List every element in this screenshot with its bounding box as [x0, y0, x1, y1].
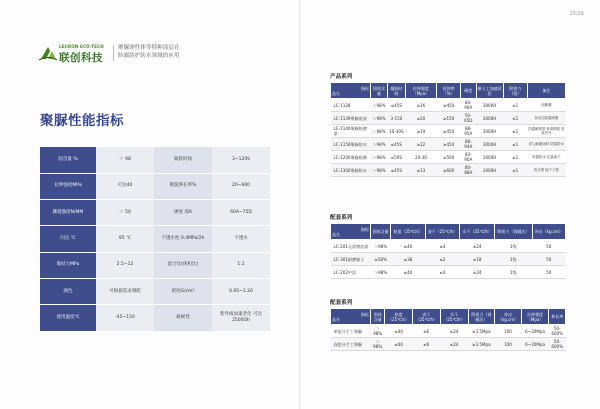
product-name: LC-1200聚脲防腐 — [331, 151, 371, 164]
table-cell: ＞98% — [371, 125, 388, 138]
column-header: 实干（25℃/h） — [440, 309, 468, 325]
performance-value: 不透水 — [212, 226, 270, 252]
performance-row — [40, 226, 270, 252]
table-cell: ≤18 — [460, 253, 495, 266]
product-name: LC-1300聚脲防水 — [331, 164, 371, 177]
table-cell: 1级 — [495, 266, 532, 279]
table-cell: 50 — [532, 253, 565, 266]
table-cell: 50 — [532, 266, 565, 279]
product-name: LC-1140聚脲防腐漆 — [331, 125, 371, 138]
table-cell: ≤40 — [385, 338, 412, 351]
table-cell: 3000H — [476, 112, 503, 125]
logo-icon — [38, 43, 58, 63]
page-spine — [299, 0, 301, 409]
table-cell: 3000H — [476, 99, 503, 112]
table-cell: ≤50S — [388, 151, 406, 164]
performance-key: 硬度 邵A — [154, 200, 212, 226]
table-cell: ≥450 — [437, 125, 461, 138]
table-cell: 6~20Mpa — [521, 338, 549, 351]
table-cell: 83-90A — [461, 151, 476, 164]
performance-key: 凝胶时间 — [154, 147, 212, 173]
performance-row — [40, 147, 270, 173]
product-name: LC-1128 — [331, 99, 371, 112]
table-cell: ≥3.5Mpa — [468, 338, 495, 351]
corner-header — [331, 309, 371, 325]
performance-value: 可达40 — [96, 173, 154, 199]
column-header: 拉伸强度（Mpa） — [405, 83, 437, 99]
column-header: 备注 — [527, 83, 565, 99]
table-cell: 50-65D — [461, 112, 476, 125]
table-cell: ≤40 — [391, 266, 425, 279]
table-cell: ≤1 — [503, 151, 527, 164]
table-cell: 1级 — [495, 240, 532, 253]
table-cell: 88-94A — [461, 138, 476, 151]
table-cell: ＞98% — [371, 138, 388, 151]
table-cell: ≤2 — [425, 253, 460, 266]
performance-value: 2.5~12 — [96, 252, 154, 278]
table-cell: ＞98% — [371, 151, 388, 164]
table-cell: 88-95A — [461, 125, 476, 138]
column-header: 粘度（25℃/s） — [385, 309, 412, 325]
column-header: 表干（25℃/h） — [425, 224, 460, 240]
performance-row — [40, 173, 270, 199]
mating-table-2 — [330, 308, 566, 351]
performance-value: 95 ℃ — [96, 226, 154, 252]
column-header: 延伸率（%） — [437, 83, 461, 99]
table-row — [331, 240, 566, 253]
column-header: 粘度（25℃/s） — [391, 224, 425, 240]
performance-value: ＞ 50 — [96, 200, 154, 226]
table-cell: ≤24 — [440, 325, 468, 338]
performance-row — [40, 200, 270, 226]
performance-value: 20~600 — [212, 173, 270, 199]
product-name: LC-201无溶剂底漆 — [331, 240, 371, 253]
table-cell: ＞98% — [371, 338, 385, 351]
product-name: LC-1150聚脲防水 — [331, 138, 371, 151]
table-cell: ＞98% — [371, 99, 388, 112]
performance-value: -45~150 — [96, 305, 154, 331]
column-header: 硬度 — [461, 83, 476, 99]
table-row — [331, 325, 566, 338]
table-cell: 50-600% — [549, 325, 566, 338]
table-cell: ＞98% — [371, 266, 391, 279]
table-cell: 80-88A — [461, 164, 476, 177]
corner-header — [331, 224, 371, 240]
performance-value: 1:1 — [212, 252, 270, 278]
table-cell: ≥600 — [437, 164, 461, 177]
performance-key: 混合比(体积比) — [154, 252, 212, 278]
performance-row — [40, 252, 270, 278]
performance-key: 断裂伸长率% — [154, 173, 212, 199]
column-header: 凝胶时间 — [388, 83, 406, 99]
table-row — [331, 338, 566, 351]
column-header: 实干（25℃/h） — [460, 224, 495, 240]
table-cell: ＞98% — [371, 112, 388, 125]
performance-key: 密度G/cm³ — [154, 278, 212, 304]
column-header: 附着力（级） — [503, 83, 527, 99]
performance-key: 不透水性 0.4MPa/2h — [154, 226, 212, 252]
table-cell: ≥12 — [405, 138, 437, 151]
products-table — [330, 82, 566, 177]
table-cell: 3000H — [476, 164, 503, 177]
table-cell: ≤45S — [388, 164, 406, 177]
table-cell: ≥20 — [405, 112, 437, 125]
table-cell: ≥450 — [437, 99, 461, 112]
table-cell: ≤40 — [385, 325, 412, 338]
table-cell: ≤40 — [391, 240, 425, 253]
column-header: 冲击（kg.cm） — [532, 224, 565, 240]
table-cell: 防腐耐磨型 桥梁钢构 管道内外 — [527, 125, 565, 138]
column-header: 固体含量 — [371, 309, 385, 325]
table-cell: ≥13 — [405, 164, 437, 177]
product-name: LC-1139聚脲底漆 — [331, 112, 371, 125]
table-cell: ≤24 — [460, 240, 495, 253]
column-header: 附着力（划圈法） — [495, 224, 532, 240]
column-header: 耐人工加速试验 — [476, 83, 503, 99]
performance-value: 紫外线加速老化 可达2500Oh — [212, 305, 270, 331]
logo-english-text: LECRON ECO-TECH — [59, 44, 104, 49]
corner-top-label: 指标 — [361, 226, 369, 232]
performance-key: 拉伸强度MPa — [40, 173, 96, 199]
table-cell: 84-90A — [461, 99, 476, 112]
column-header: 伸长率 — [549, 309, 566, 325]
table-cell: 100 — [495, 325, 522, 338]
column-header: 附着力（划圈法） — [468, 309, 495, 325]
corner-bottom-label: 品名 — [332, 316, 340, 322]
table-cell: ＞98% — [371, 164, 388, 177]
table-cell: 抗冲击防腐耐磨 — [527, 112, 565, 125]
logo-chinese-text: 联创科技 — [59, 52, 103, 64]
table-cell: 1级 — [495, 253, 532, 266]
table-cell: ≥150 — [437, 112, 461, 125]
performance-key: 耐候性 — [154, 305, 212, 331]
product-name: LC-202中涂 — [331, 266, 371, 279]
product-name: 单组分手工聚脲 — [331, 325, 371, 338]
table-cell: ≥16 — [405, 99, 437, 112]
tagline — [118, 44, 180, 60]
corner-top-label: 指标 — [361, 311, 369, 317]
corner-header — [331, 83, 371, 99]
table-cell: ≥500 — [437, 151, 461, 164]
tagline-line-2: 防腐防护防水领域的应用 — [118, 53, 180, 59]
table-cell: 防腐防水 抗氯离子 — [527, 151, 565, 164]
column-header: 固体含量 — [371, 224, 391, 240]
mating-table-1 — [330, 223, 566, 279]
page-title: 聚脲性能指标 — [40, 113, 124, 129]
table-row — [331, 138, 566, 151]
table-cell: ≤6 — [412, 325, 440, 338]
table-cell: ≤1 — [503, 112, 527, 125]
table-cell: 3000H — [476, 125, 503, 138]
table-row — [331, 151, 566, 164]
performance-key: 颜色 — [40, 278, 96, 304]
performance-table — [40, 147, 270, 332]
performance-key: 使用温度℃ — [40, 305, 96, 331]
table-cell: ≤6 — [412, 338, 440, 351]
table-cell: 纯聚脲 — [527, 99, 565, 112]
table-cell: 3-15S — [388, 112, 406, 125]
table-cell: ≤24 — [460, 266, 495, 279]
product-name: 双组分手工聚脲 — [331, 338, 371, 351]
divider — [113, 45, 114, 61]
table-cell: ≤45S — [388, 138, 406, 151]
table-row — [331, 112, 566, 125]
table-row — [331, 253, 566, 266]
column-header: 拉伸强度（Mpa） — [521, 309, 549, 325]
performance-key: 固含量 % — [40, 147, 96, 173]
table-cell: ＞98% — [371, 325, 385, 338]
table-cell: ≤1 — [503, 125, 527, 138]
table-cell: ≥3.5Mpa — [468, 325, 495, 338]
corner-bottom-label: 品名 — [332, 231, 340, 237]
mating-section-title-1: 配套系列 — [330, 215, 353, 221]
performance-value: 60A~75D — [212, 200, 270, 226]
column-header: 冲击（kg.cm） — [495, 309, 522, 325]
table-cell: 3000H — [476, 138, 503, 151]
table-row — [331, 266, 566, 279]
table-row — [331, 99, 566, 112]
table-cell: ≥19 — [405, 125, 437, 138]
mating-section-title-2: 配套系列 — [330, 300, 353, 306]
performance-value: 可根据需求调配 — [96, 278, 154, 304]
table-cell: 10-30S — [388, 125, 406, 138]
corner-bottom-label: 品名 — [332, 90, 340, 96]
table-cell: ≤4 — [425, 240, 460, 253]
corner-top-label: 指标 — [361, 85, 369, 91]
table-cell: 防水型 地下工程 — [527, 164, 565, 177]
table-cell: 3000H — [476, 151, 503, 164]
company-logo — [38, 43, 110, 65]
performance-key: 撕裂强度N/MM — [40, 200, 96, 226]
product-name: LC-301耐磨腻子 — [331, 253, 371, 266]
table-row — [331, 125, 566, 138]
table-cell: 6~20Mpa — [521, 325, 549, 338]
tagline-line-1: 聚脲弹性体等特种涂层在 — [118, 45, 180, 51]
performance-key: 黏结力MPa — [40, 252, 96, 278]
performance-value: ＞ 98 — [96, 147, 154, 173]
page-number: 25/26 — [569, 11, 584, 17]
table-cell: 100 — [495, 338, 522, 351]
performance-key: 闪点 ℃ — [40, 226, 96, 252]
table-cell: 20-30 — [405, 151, 437, 164]
table-cell: ≤1 — [503, 164, 527, 177]
table-cell: ≤24 — [440, 338, 468, 351]
table-row — [331, 164, 566, 177]
performance-value: 3~120S — [212, 147, 270, 173]
table-cell: ≤1 — [503, 99, 527, 112]
table-cell: ≤38 — [391, 253, 425, 266]
table-cell: 50 — [532, 240, 565, 253]
performance-row — [40, 278, 270, 304]
column-header: 固体含量 — [371, 83, 388, 99]
table-cell: ＞98% — [371, 240, 391, 253]
products-section-title: 产品系列 — [330, 74, 353, 80]
table-cell: 50-600% — [549, 338, 566, 351]
table-cell: ≤1 — [503, 138, 527, 151]
performance-value: 0.95~1.20 — [212, 278, 270, 304]
table-cell: 矿山耐磨涂料 防腐防水 — [527, 138, 565, 151]
performance-row — [40, 305, 270, 331]
table-cell: ≥450 — [437, 138, 461, 151]
table-cell: ≤45S — [388, 99, 406, 112]
table-cell: ≤4 — [425, 266, 460, 279]
table-cell: ≥58% — [371, 253, 391, 266]
column-header: 表干（25℃/h） — [412, 309, 440, 325]
